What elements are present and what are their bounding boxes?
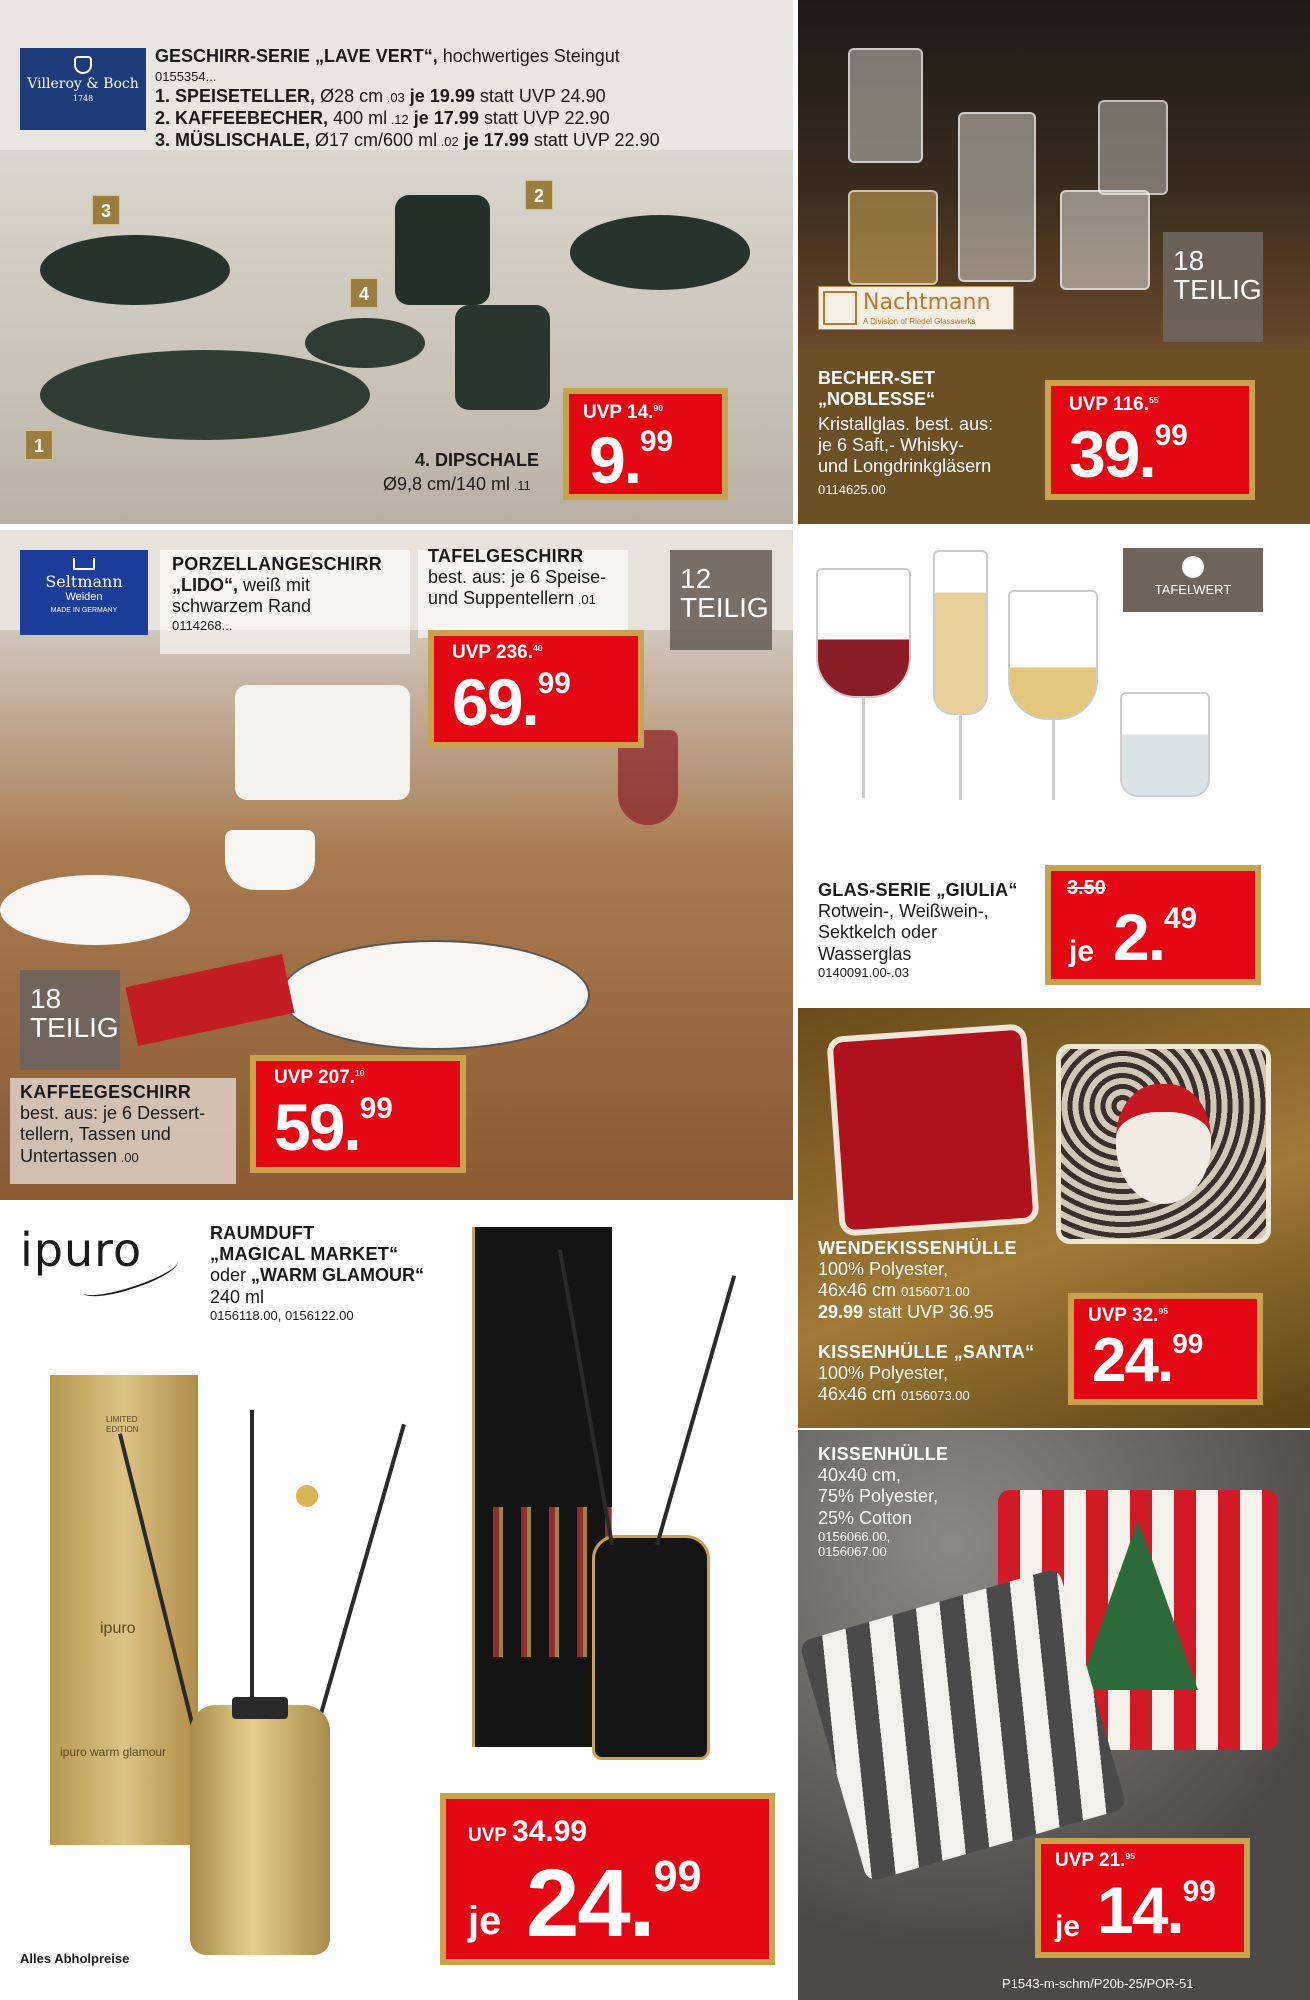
- item-code: .02: [437, 134, 459, 150]
- glass-shape: [958, 112, 1036, 282]
- kaffee-desc-3: [20, 1146, 205, 1167]
- price-tag: [1045, 865, 1261, 985]
- price-main: 24.: [1092, 1326, 1173, 1395]
- glass-shape: [848, 48, 923, 163]
- teilig-word: TEILIG: [1173, 274, 1262, 306]
- article-number: 0156067.00: [818, 1544, 887, 1560]
- desc-line: Sektkelch oder: [818, 922, 938, 943]
- santa-title: KISSENHÜLLE „SANTA“: [818, 1342, 1035, 1362]
- tafel-title: TAFELGESCHIRR: [428, 546, 584, 566]
- price-main: 2.: [1113, 900, 1165, 974]
- product-text: [210, 1223, 424, 1323]
- gold-bottle: [190, 1705, 330, 1955]
- kaffee-price-tag: [250, 1055, 466, 1173]
- uvp-label: UVP: [468, 1825, 507, 1846]
- kaffee-title: KAFFEEGESCHIRR: [20, 1082, 192, 1102]
- price-main: 39.: [1069, 417, 1155, 491]
- item-uvp: statt UVP 22.90: [528, 130, 660, 151]
- product-title: KISSENHÜLLE: [818, 1444, 949, 1464]
- uvp-line: [1069, 394, 1158, 416]
- desc-line: Wasserglas: [818, 943, 912, 964]
- uvp-line: [1088, 1305, 1168, 1327]
- price-cents: 99: [653, 1853, 702, 1902]
- price-tag: [440, 1793, 775, 1965]
- price: [452, 664, 571, 740]
- teilig-num: 18: [1173, 245, 1205, 276]
- size: 240 ml: [210, 1286, 265, 1307]
- uvp-line: [583, 402, 663, 424]
- kaffee-text: [20, 1082, 205, 1167]
- title-line-3: schwarzem Rand: [172, 596, 312, 617]
- teilig-12-box: [670, 550, 772, 650]
- title-rest: weiß mit: [238, 575, 310, 596]
- price-main: 24.: [526, 1850, 654, 1957]
- price-tag: [1068, 1293, 1263, 1405]
- uvp-line: [468, 1815, 587, 1849]
- product-text: [818, 1444, 948, 1560]
- uvp-main: 116.: [1113, 394, 1149, 415]
- item-name: MÜSLISCHALE,: [175, 130, 311, 151]
- uvp-label: UVP: [452, 642, 491, 663]
- red-cushion: [826, 1023, 1039, 1236]
- uvp-cents: 55: [1148, 394, 1159, 405]
- tafel-desc-2: [428, 588, 606, 609]
- plate-shape: [0, 875, 190, 945]
- desc-line: 40x40 cm,: [818, 1465, 902, 1486]
- item-price: je 17.99: [408, 108, 479, 129]
- price-tag-inner: [256, 1061, 460, 1167]
- wende-text: [818, 1238, 1017, 1323]
- crown-icon: [73, 558, 95, 570]
- brand-name: Villeroy & Boch: [27, 76, 139, 92]
- uvp-label: UVP: [1069, 394, 1108, 415]
- title-line-2: „NOBLESSE“: [818, 389, 936, 410]
- villeroy-boch-logo: [20, 48, 146, 130]
- santa-text: [818, 1342, 1034, 1406]
- mug-shape: [395, 195, 490, 305]
- badge-3: 3: [92, 195, 120, 225]
- kaffee-desc-3-text: Untertassen: [20, 1145, 118, 1166]
- price-cents: 49: [1164, 901, 1198, 935]
- brand-city: Weiden: [65, 591, 103, 603]
- plate-stack-shape: [235, 685, 410, 800]
- article-number: 0156066.00,: [818, 1528, 891, 1544]
- price: [526, 1849, 702, 1959]
- lido-panel: [0, 530, 793, 1200]
- bowl-shape: [40, 235, 230, 305]
- black-box: [472, 1227, 612, 1747]
- teilig-word: TEILIG: [30, 1012, 119, 1044]
- seltmann-logo: [20, 550, 148, 635]
- logo-crest-icon: [74, 56, 92, 74]
- uvp-label: UVP: [1055, 1850, 1094, 1871]
- brand-name: Nachtmann: [863, 290, 991, 315]
- product-title: GLAS-SERIE „GIULIA“: [818, 880, 1018, 900]
- tree-motif: [1078, 1520, 1198, 1690]
- santa-face-icon: [1116, 1084, 1211, 1204]
- uvp-label: UVP: [1088, 1305, 1127, 1326]
- tafel-price-tag: [428, 630, 644, 748]
- bowl-shape: [570, 215, 750, 290]
- dip-title: 4. DIPSCHALE: [415, 450, 540, 470]
- wende-code: 0156071.00: [901, 1284, 970, 1300]
- lave-vert-panel: [0, 0, 793, 524]
- title-rest: hochwertiges Steingut: [437, 46, 620, 66]
- diffuser-stick: [655, 1275, 736, 1545]
- price-cents: 99: [359, 1091, 393, 1125]
- dip-size-line: [383, 474, 531, 495]
- tafelwert-logo: [1123, 548, 1263, 612]
- title-or: oder: [210, 1265, 252, 1286]
- price-cents: 99: [1154, 418, 1188, 452]
- tafel-code: .01: [574, 592, 596, 608]
- desc-line: je 6 Saft,- Whisky-: [818, 435, 965, 456]
- article-number: 0114268...: [172, 617, 233, 633]
- price-cents: 99: [537, 666, 571, 700]
- badge-1: 1: [25, 430, 53, 460]
- glass-shape: [1098, 100, 1168, 195]
- title-line-2: [172, 575, 382, 596]
- item-num: 2.: [155, 108, 171, 129]
- mug-shape: [455, 305, 550, 410]
- desc-line: Kristallglas. best. aus:: [818, 414, 994, 434]
- tafel-text: [428, 546, 606, 610]
- price: [1092, 1325, 1203, 1396]
- price-main: 14.: [1097, 1873, 1183, 1947]
- uvp-cents: 95: [1158, 1305, 1168, 1316]
- uvp-main: 207.: [318, 1067, 355, 1088]
- bottle-cap: [232, 1697, 288, 1719]
- badge-4: 4: [350, 278, 378, 308]
- dip-bowl-shape: [305, 318, 425, 368]
- uvp-line: [452, 642, 543, 664]
- brand-name: TAFELWERT: [1154, 582, 1232, 597]
- price-tag: [1045, 380, 1255, 500]
- article-number: 0156118.00, 0156122.00: [210, 1307, 354, 1323]
- fork-knife-icon: [1182, 556, 1204, 578]
- price-tag-inner: [1074, 1299, 1257, 1399]
- price-cents: 99: [1172, 1327, 1204, 1359]
- desc-line: und Longdrinkgläsern: [818, 456, 992, 477]
- black-bottle: [592, 1535, 710, 1760]
- item-uvp: statt UVP 24.90: [474, 86, 606, 106]
- badge-2: 2: [525, 180, 553, 210]
- price-cents: 99: [640, 424, 674, 458]
- plate-shape: [280, 940, 590, 1050]
- teilig-num: 18: [30, 983, 62, 1014]
- nachtmann-logo: [818, 286, 1014, 330]
- tafel-desc-1: best. aus: je 6 Speise-: [428, 567, 607, 588]
- desc-line: 75% Polyester,: [818, 1486, 939, 1507]
- je-label: je: [1069, 935, 1095, 968]
- ipuro-panel: [0, 1205, 793, 2000]
- teilig-18-box: [20, 970, 120, 1070]
- santa-desc-2: [818, 1384, 1034, 1405]
- kaffee-desc-2: tellern, Tassen und: [20, 1124, 171, 1145]
- cushion-panel: [798, 1008, 1310, 1428]
- item-name: SPEISETELLER,: [175, 86, 316, 106]
- brand-sub: A Division of Riedel Glasswerks: [863, 317, 976, 326]
- desc-line: 25% Cotton: [818, 1507, 913, 1528]
- product-desc: [818, 414, 993, 478]
- teilig-box: [1163, 232, 1263, 342]
- champagne-glass: [933, 550, 988, 715]
- price-main: 69.: [452, 665, 538, 739]
- article-number: 0114625.00: [818, 482, 886, 497]
- footer-code: P1543-m-schm/P20b-25/POR-51: [1002, 1976, 1194, 1991]
- uvp-main: 14.: [627, 402, 654, 423]
- item-list: [155, 86, 660, 152]
- kaffee-desc-1: best. aus: je 6 Dessert-: [20, 1103, 206, 1124]
- title-line-1: PORZELLANGESCHIRR: [172, 554, 383, 574]
- brand-year: 1748: [72, 94, 94, 103]
- uvp-cents: 10: [355, 1067, 365, 1078]
- product-title: [155, 46, 620, 67]
- teilig-num: 12: [680, 563, 712, 594]
- price-tag-inner: [569, 394, 722, 497]
- item-num: 3.: [155, 130, 171, 151]
- item-name: KAFFEEBECHER,: [175, 108, 329, 129]
- brand-name: Seltmann: [45, 572, 123, 591]
- cup-shape: [225, 830, 315, 890]
- glass-stem: [862, 698, 865, 798]
- item-code: .03: [383, 90, 405, 105]
- price-main: 9.: [589, 423, 641, 497]
- wende-desc-2: [818, 1280, 1017, 1301]
- plate-shape: [40, 350, 370, 440]
- glass-stem: [959, 715, 962, 800]
- tafel-desc-2-text: und Suppentellern: [428, 588, 575, 609]
- title-line-2: „MAGICAL MARKET“: [210, 1244, 399, 1265]
- white-wine-glass: [1008, 590, 1098, 720]
- price-tag-inner: [446, 1799, 769, 1959]
- uvp-line: [274, 1067, 365, 1089]
- title-lido: „LIDO“,: [172, 575, 238, 596]
- title-line-3: [210, 1265, 424, 1286]
- logo-n-icon: [823, 291, 857, 325]
- teilig-word: TEILIG: [680, 592, 769, 624]
- brand-origin: MADE IN GERMANY: [50, 607, 118, 614]
- title-line-1: RAUMDUFT: [210, 1223, 315, 1243]
- price: [589, 422, 673, 498]
- item-price: je 19.99: [404, 86, 475, 106]
- price-tag-inner: [434, 636, 638, 742]
- product-text: [818, 880, 1018, 980]
- title-bold: GESCHIRR-SERIE „LAVE VERT“,: [155, 46, 438, 66]
- item-code: .12: [387, 112, 409, 128]
- gold-bauble: [296, 1485, 318, 1507]
- wende-price-line: [818, 1302, 1017, 1323]
- footer-note: Alles Abholpreise: [20, 1951, 130, 1966]
- uvp-label: UVP: [274, 1067, 313, 1088]
- red-wine-glass: [816, 568, 911, 698]
- santa-desc-1: 100% Polyester,: [818, 1363, 949, 1384]
- uvp-main: 32.: [1132, 1305, 1159, 1326]
- uvp-cents: 40: [533, 642, 543, 653]
- article-number: 0155354...: [155, 69, 217, 84]
- wende-size: 46x46 cm: [818, 1280, 897, 1301]
- old-price: 3.50: [1067, 877, 1106, 899]
- list-item: [155, 130, 660, 151]
- box-brand: ipuro: [100, 1620, 136, 1637]
- kaffee-code: .00: [117, 1149, 139, 1165]
- box-label-1: LIMITED: [106, 1415, 138, 1424]
- uvp-price: 34.99: [512, 1815, 588, 1848]
- price-tag: [563, 388, 728, 500]
- wende-title: WENDEKISSENHÜLLE: [818, 1238, 1017, 1258]
- lido-title: [172, 554, 382, 633]
- wende-uvp: statt UVP 36.95: [863, 1301, 994, 1322]
- glass-shape: [1060, 190, 1150, 290]
- price-tag: [1035, 1838, 1250, 1958]
- noblesse-panel: [798, 0, 1310, 524]
- item-size: Ø28 cm: [315, 86, 384, 106]
- title-line-1: BECHER-SET: [818, 368, 936, 388]
- uvp-cents: 95: [1125, 1850, 1135, 1861]
- je-label: je: [1055, 1910, 1081, 1943]
- santa-size: 46x46 cm: [818, 1384, 897, 1405]
- uvp-cents: 90: [653, 402, 663, 413]
- ipuro-logo: [20, 1223, 180, 1293]
- item-num: 1.: [155, 86, 171, 106]
- item-size: 400 ml: [328, 108, 388, 129]
- price-cents: 99: [1182, 1874, 1216, 1908]
- box-label-2: EDITION: [106, 1425, 139, 1434]
- dip-size: Ø9,8 cm/140 ml: [383, 474, 511, 494]
- price-tag-inner: [1051, 386, 1249, 494]
- product-title: [818, 368, 935, 410]
- water-glass: [1120, 692, 1210, 797]
- uvp-main: 236.: [496, 642, 533, 663]
- uvp-main: 21.: [1099, 1850, 1126, 1871]
- box-name: ipuro warm glamour: [60, 1745, 167, 1759]
- brand-name: ipuro: [20, 1223, 143, 1277]
- title-warm: „WARM GLAMOUR“: [251, 1265, 425, 1286]
- wende-price: 29.99: [818, 1301, 864, 1322]
- list-item: [155, 108, 660, 129]
- uvp-label: UVP: [583, 402, 622, 423]
- kissen-panel: [798, 1430, 1310, 2000]
- article-number: 0140091.00-.03: [818, 964, 910, 980]
- glass-stem: [1052, 720, 1055, 800]
- item-price: je 17.99: [458, 130, 529, 151]
- santa-cushion: [1056, 1044, 1271, 1244]
- price: [274, 1089, 393, 1165]
- dip-code: .11: [510, 478, 531, 493]
- price-main: 59.: [274, 1090, 360, 1164]
- uvp-line: [1055, 1850, 1135, 1872]
- price: [1097, 1872, 1216, 1948]
- santa-code: 0156073.00: [901, 1388, 970, 1404]
- desc-line: Rotwein-, Weißwein-,: [818, 901, 989, 922]
- item-size: Ø17 cm/600 ml: [310, 130, 438, 151]
- wende-desc-1: 100% Polyester,: [818, 1259, 949, 1280]
- je-label: je: [468, 1899, 502, 1943]
- glass-shape: [848, 190, 938, 285]
- price-tag-inner: [1041, 1844, 1244, 1952]
- price: [1113, 899, 1197, 975]
- list-item: [155, 86, 660, 107]
- price: [1069, 416, 1188, 492]
- item-uvp: statt UVP 22.90: [478, 108, 610, 129]
- price-tag-inner: [1051, 871, 1255, 979]
- giulia-panel: [798, 530, 1310, 1005]
